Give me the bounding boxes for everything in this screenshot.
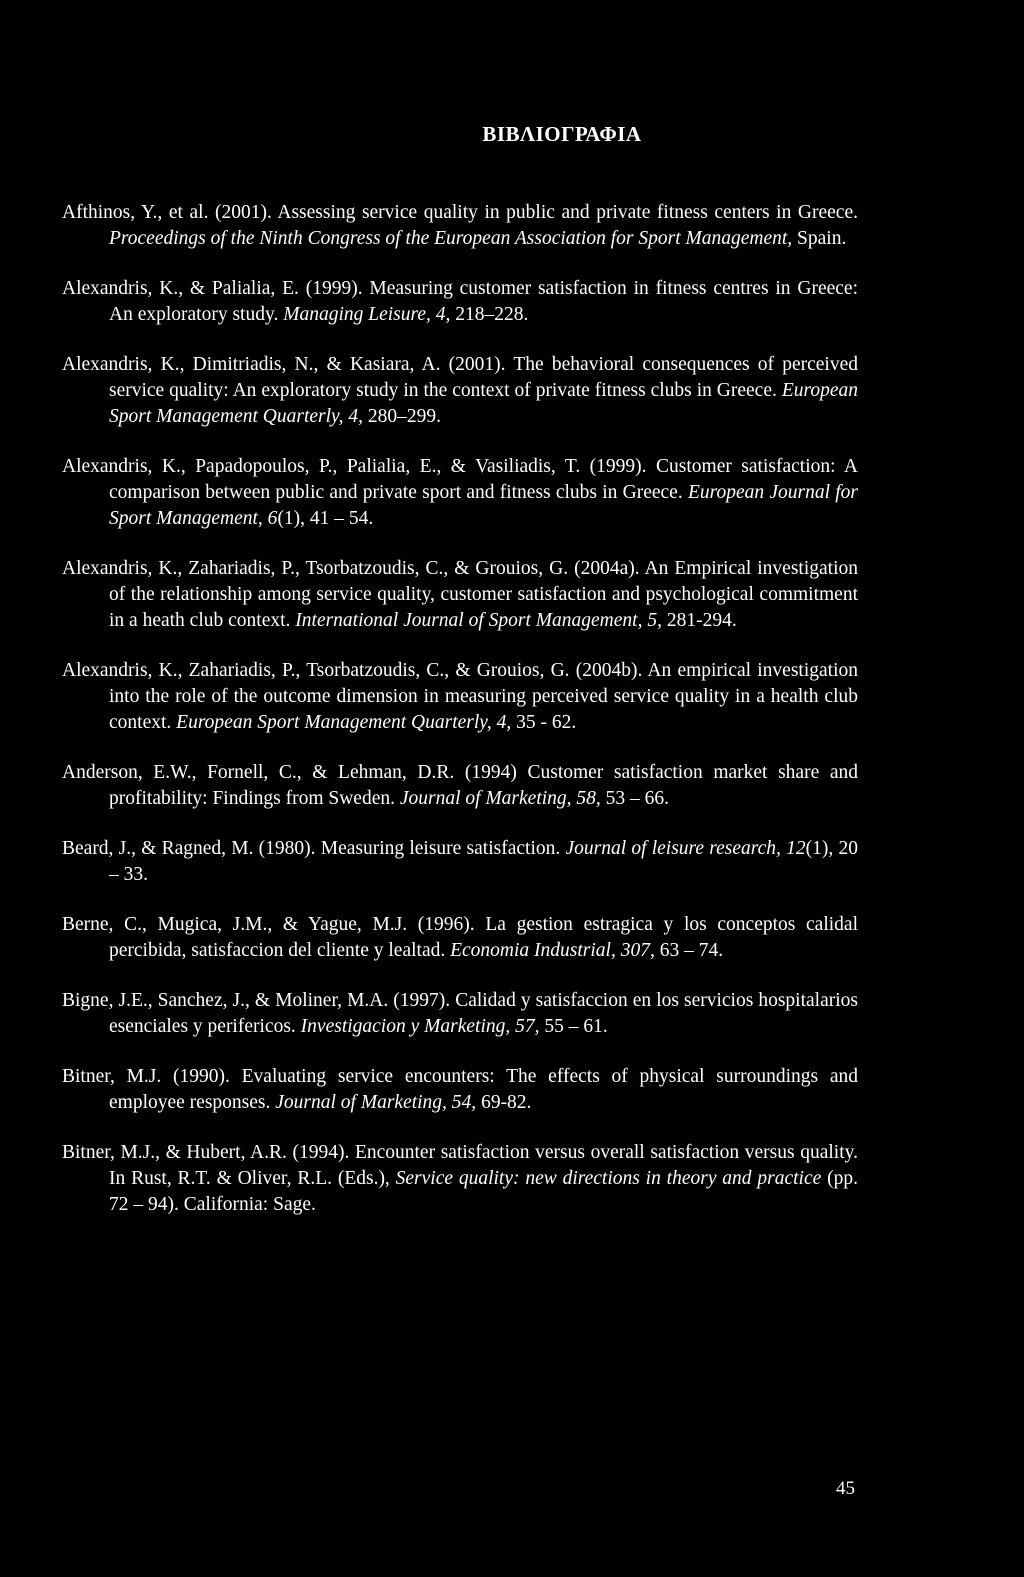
reference-details: 35 - 62.: [511, 712, 577, 733]
reference-entry: [62, 988, 858, 1040]
reference-text: Bigne, J.E., Sanchez, J., & Moliner, M.A. (1997). Calidad y satisfaccion en los servicios hospitalarios esenciales y perifericos.: [62, 990, 858, 1037]
reference-details: (1), 20 – 33.: [109, 838, 858, 885]
reference-details: 53 – 66.: [600, 788, 670, 809]
reference-entry: [62, 760, 858, 812]
reference-entry: [62, 556, 858, 634]
reference-details: 55 – 61.: [539, 1016, 608, 1037]
reference-details: Spain.: [792, 228, 847, 249]
reference-source: Managing Leisure, 4,: [283, 304, 451, 325]
reference-details: (pp. 72 – 94). California: Sage.: [109, 1168, 858, 1215]
page-title: ΒΙΒΛΙΟΓΡΑΦΙΑ: [482, 122, 642, 146]
reference-source: European Sport Management Quarterly, 4,: [109, 380, 858, 427]
reference-text: Bitner, M.J., & Hubert, A.R. (1994). Encounter satisfaction versus overall satisfaction versus quality. In Rust, R.T. & Oliver, R.L. (Eds.),: [62, 1142, 858, 1189]
reference-entry: [62, 454, 858, 532]
reference-text: Alexandris, K., Papadopoulos, P., Palialia, E., & Vasiliadis, T. (1999). Customer satisfaction: A comparison between public and private sport and fitness clubs in Greece.: [62, 456, 858, 503]
reference-details: 281-294.: [661, 610, 737, 631]
reference-source: Investigacion y Marketing, 57,: [300, 1016, 540, 1037]
reference-source: Proceedings of the Ninth Congress of the European Association for Sport Management,: [109, 228, 793, 249]
reference-details: 218–228.: [450, 304, 529, 325]
reference-source: European Journal for Sport Management, 6: [109, 482, 858, 529]
reference-source: Service quality: new directions in theory and practice: [395, 1168, 822, 1189]
reference-details: 63 – 74.: [654, 940, 724, 961]
reference-entry: [62, 1140, 858, 1218]
reference-source: Economia Industrial, 307,: [450, 940, 655, 961]
reference-text: Alexandris, K., & Palialia, E. (1999). Measuring customer satisfaction in fitness centres in Greece: An exploratory study.: [62, 278, 858, 325]
reference-text: Beard, J., & Ragned, M. (1980). Measuring leisure satisfaction.: [62, 838, 566, 859]
reference-text: Anderson, E.W., Fornell, C., & Lehman, D.R. (1994) Customer satisfaction market share and profitability: Findings from Sweden.: [62, 762, 858, 809]
reference-source: International Journal of Sport Management, 5,: [295, 610, 662, 631]
reference-details: 69-82.: [476, 1092, 532, 1113]
reference-text: Alexandris, K., Zahariadis, P., Tsorbatzoudis, C., & Grouios, G. (2004b). An empirical investigation into the role of the outcome dimension in measuring perceived service quality in a health club context.: [62, 660, 858, 733]
reference-entry: [62, 200, 858, 252]
reference-source: European Sport Management Quarterly, 4,: [176, 712, 512, 733]
reference-entry: [62, 658, 858, 736]
reference-text: Bitner, M.J. (1990). Evaluating service encounters: The effects of physical surroundings and employee responses.: [62, 1066, 858, 1113]
reference-details: (1), 41 – 54.: [277, 508, 374, 529]
reference-source: Journal of leisure research, 12: [565, 838, 806, 859]
reference-source: Journal of Marketing, 54,: [275, 1092, 477, 1113]
reference-text: Alexandris, K., Dimitriadis, N., & Kasiara, A. (2001). The behavioral consequences of perceived service quality: An exploratory study in the context of private fitness clubs in Greece.: [62, 354, 858, 401]
reference-details: 280–299.: [363, 406, 442, 427]
reference-entry: [62, 276, 858, 328]
reference-text: Berne, C., Mugica, J.M., & Yague, M.J. (1996). La gestion estragica y los conceptos calidal percibida, satisfaccion del cliente y lealtad.: [62, 914, 858, 961]
reference-text: Afthinos, Y., et al. (2001). Assessing service quality in public and private fitness centers in Greece.: [62, 202, 858, 223]
reference-entry: [62, 352, 858, 430]
reference-entry: [62, 912, 858, 964]
reference-text: Alexandris, K., Zahariadis, P., Tsorbatzoudis, C., & Grouios, G. (2004a). An Empirical investigation of the relationship among service quality, customer satisfaction and psychological commitment in a heath club context.: [62, 558, 858, 631]
reference-list: [62, 200, 858, 1242]
reference-entry: [62, 1064, 858, 1116]
reference-entry: [62, 836, 858, 888]
page-number: 45: [836, 1478, 855, 1499]
reference-source: Journal of Marketing, 58,: [399, 788, 601, 809]
